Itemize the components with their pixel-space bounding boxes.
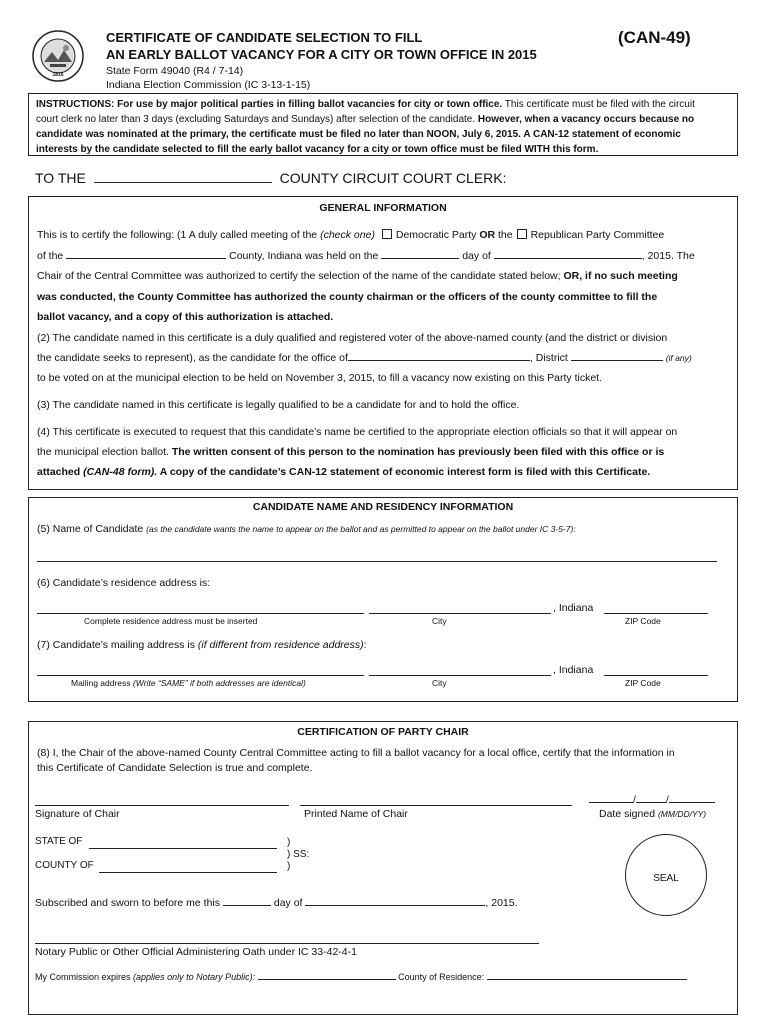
chair-certification-box: [28, 721, 738, 1015]
general-text: (check one): [320, 229, 375, 241]
state-of-field[interactable]: [89, 848, 277, 849]
printed-name-label: Printed Name of Chair: [304, 808, 408, 820]
democratic-party-label: Democratic Party: [395, 229, 477, 241]
general-text: ballot vacancy, and a copy of this authorization is attached.: [37, 311, 334, 323]
mailing-label: (7) Candidate’s mailing address is: [37, 639, 195, 651]
form-title-line2: AN EARLY BALLOT VACANCY FOR A CITY OR TOWN OFFICE IN 2015: [106, 47, 537, 62]
general-text: to be voted on at the municipal election to be held on November 3, 2015, to fill a vacancy now existing on this Party ticket.: [37, 372, 602, 384]
chair-heading: CERTIFICATION OF PARTY CHAIR: [297, 726, 469, 738]
state-form-number: State Form 49040 (R4 / 7-14): [106, 65, 244, 77]
instructions-text: candidate was nominated at the primary, the certificate must be filed no later than NOON, July 6, 2015. A CAN-12 statement of economic: [36, 129, 681, 140]
general-text: Chair of the Central Committee was authorized to certify the selection of the name of the candidate stated below;: [37, 270, 561, 282]
general-text: (CAN-48 form).: [83, 466, 158, 478]
candidate-name-field[interactable]: [37, 561, 717, 562]
date-separator: /: [633, 794, 636, 806]
mailing-address-field[interactable]: [37, 675, 364, 676]
meeting-day-field[interactable]: [381, 258, 459, 259]
zip-sublabel: ZIP Code: [625, 616, 661, 626]
instructions-text: This certificate must be filed with the circuit: [502, 99, 695, 110]
instructions-text: However, when a vacancy occurs because no: [475, 114, 695, 125]
general-text: was conducted, the County Committee has authorized the county chairman or the officers of the county committee to fill the: [37, 291, 658, 303]
chair-printed-name-field[interactable]: [300, 805, 572, 806]
addressee-suffix: COUNTY CIRCUIT COURT CLERK:: [279, 170, 507, 186]
date-signed-field[interactable]: [589, 794, 715, 806]
mailing-note: (if different from residence address): [197, 639, 364, 651]
candidate-name-label: (5) Name of Candidate: [37, 523, 144, 535]
zip-sublabel: ZIP Code: [625, 678, 661, 688]
seal-year: 1816: [52, 72, 64, 78]
general-text: of the: [37, 250, 64, 262]
notary-seal-circle: [625, 834, 707, 916]
meeting-county-field[interactable]: [66, 258, 226, 259]
general-text: A copy of the candidate’s CAN-12 statement of economic interest form is filed with this Certificate.: [157, 466, 651, 478]
residence-zip-field[interactable]: [604, 613, 708, 614]
instructions-text: court clerk no later than 3 days (excluding Saturdays and Sundays) after selection of the candidate.: [36, 114, 476, 125]
meeting-month-field[interactable]: [494, 258, 642, 259]
general-information-heading: GENERAL INFORMATION: [319, 202, 447, 214]
addressee-prefix: TO THE: [35, 170, 86, 186]
sworn-text: day of: [273, 897, 303, 909]
republican-party-label: Republican Party Committee: [530, 229, 665, 241]
sworn-text: , 2015.: [485, 897, 518, 909]
general-text: (4) This certificate is executed to request that this candidate’s name be certified to the appropriate election officials so that it will appear on: [37, 426, 678, 438]
state-seal: [32, 30, 84, 82]
general-text: the municipal election ballot.: [37, 446, 169, 458]
instructions-label: INSTRUCTIONS:: [36, 99, 115, 110]
mailing-city-field[interactable]: [369, 675, 551, 676]
county-of-label: COUNTY OF: [35, 860, 94, 871]
instructions-box: [28, 93, 738, 156]
commission-label: My Commission expires: [35, 972, 131, 982]
general-text: attached: [37, 466, 81, 478]
notary-label: Notary Public or Other Official Administering Oath under IC 33-42-4-1: [35, 946, 357, 958]
indiana-label: , Indiana: [553, 602, 594, 614]
county-residence-label: County of Residence:: [398, 972, 485, 982]
candidate-name-note: (as the candidate wants the name to appear on the ballot and as permitted to appear on the ballot under IC 3-5-7):: [146, 524, 576, 534]
candidate-heading: CANDIDATE NAME AND RESIDENCY INFORMATION: [252, 501, 514, 513]
general-text: the: [497, 229, 513, 241]
residence-sublabel: Complete residence address must be inserted: [84, 616, 258, 626]
general-text: the candidate seeks to represent), as the candidate for the office of: [37, 352, 348, 364]
date-separator: /: [665, 794, 669, 806]
general-text: The written consent of this person to the nomination has previously been filed with this office or is: [168, 446, 665, 458]
date-signed-label: Date signed: [599, 808, 656, 820]
district-field[interactable]: [571, 360, 663, 361]
general-text: , 2015. The: [641, 250, 695, 262]
general-text: day of: [462, 250, 491, 262]
general-text: (if any): [665, 353, 692, 363]
general-text: (2) The candidate named in this certificate is a duly qualified and registered voter of the above-named county (and the district or division: [37, 332, 668, 344]
form-code: (CAN-49): [618, 28, 691, 47]
ss-bracket: [287, 837, 309, 873]
sworn-text: Subscribed and sworn to before me this: [35, 897, 221, 909]
county-name-field[interactable]: [94, 182, 272, 183]
sworn-day-field[interactable]: [223, 905, 271, 906]
county-of-field[interactable]: [99, 872, 277, 873]
general-information-box: [28, 196, 738, 490]
candidate-information-box: [28, 497, 738, 702]
democratic-party-checkbox[interactable]: [382, 229, 392, 239]
state-of-label: STATE OF: [35, 836, 83, 847]
city-sublabel: City: [432, 678, 447, 688]
chair-signature-field[interactable]: [35, 805, 289, 806]
ss-label: ) SS:: [287, 849, 310, 860]
notary-signature-field[interactable]: [35, 943, 539, 944]
sworn-month-field[interactable]: [305, 905, 485, 906]
seal-label: SEAL: [653, 873, 679, 884]
instructions-text: interests by the candidate selected to fill the early ballot vacancy for a city or town office must be filed WITH this form.: [36, 144, 599, 155]
mailing-zip-field[interactable]: [604, 675, 708, 676]
addressee-line: [35, 170, 507, 186]
or-label: OR: [479, 229, 496, 241]
signature-label: Signature of Chair: [35, 808, 120, 820]
chair-text: this Certificate of Candidate Selection is true and complete.: [37, 762, 313, 774]
commission-expires-field[interactable]: [258, 979, 396, 980]
commission-citation: Indiana Election Commission (IC 3-13-1-15): [106, 79, 311, 91]
commission-note: (applies only to Notary Public):: [133, 972, 256, 982]
bracket: ): [287, 837, 291, 848]
general-text: , District: [529, 352, 568, 364]
instructions-text: For use by major political parties in filling ballot vacancies for city or town office.: [117, 99, 503, 110]
residence-address-field[interactable]: [37, 613, 364, 614]
mailing-colon: :: [363, 639, 367, 651]
chair-text: (8) I, the Chair of the above-named County Central Committee acting to fill a ballot vacancy for a local office, certify that the information in: [37, 747, 675, 759]
bracket: ): [287, 861, 291, 872]
county-residence-field[interactable]: [487, 979, 687, 980]
general-text: OR, if no such meeting: [560, 270, 678, 282]
residence-city-field[interactable]: [369, 613, 551, 614]
mailing-sublabel-note: (Write “SAME” if both addresses are identical): [132, 678, 306, 688]
date-format-label: (MM/DD/YY): [657, 809, 707, 819]
republican-party-checkbox[interactable]: [517, 229, 527, 239]
form-title-line1: CERTIFICATE OF CANDIDATE SELECTION TO FILL: [106, 30, 423, 45]
general-text: This is to certify the following: (1 A duly called meeting of the: [37, 229, 318, 241]
office-sought-field[interactable]: [348, 360, 530, 361]
residence-label: (6) Candidate’s residence address is:: [37, 577, 211, 589]
general-text: County, Indiana was held on the: [229, 250, 379, 262]
indiana-label: , Indiana: [553, 664, 594, 676]
general-text: (3) The candidate named in this certificate is legally qualified to be a candidate for and to hold the office.: [37, 399, 520, 411]
mailing-sublabel: Mailing address: [71, 678, 131, 688]
city-sublabel: City: [432, 616, 447, 626]
